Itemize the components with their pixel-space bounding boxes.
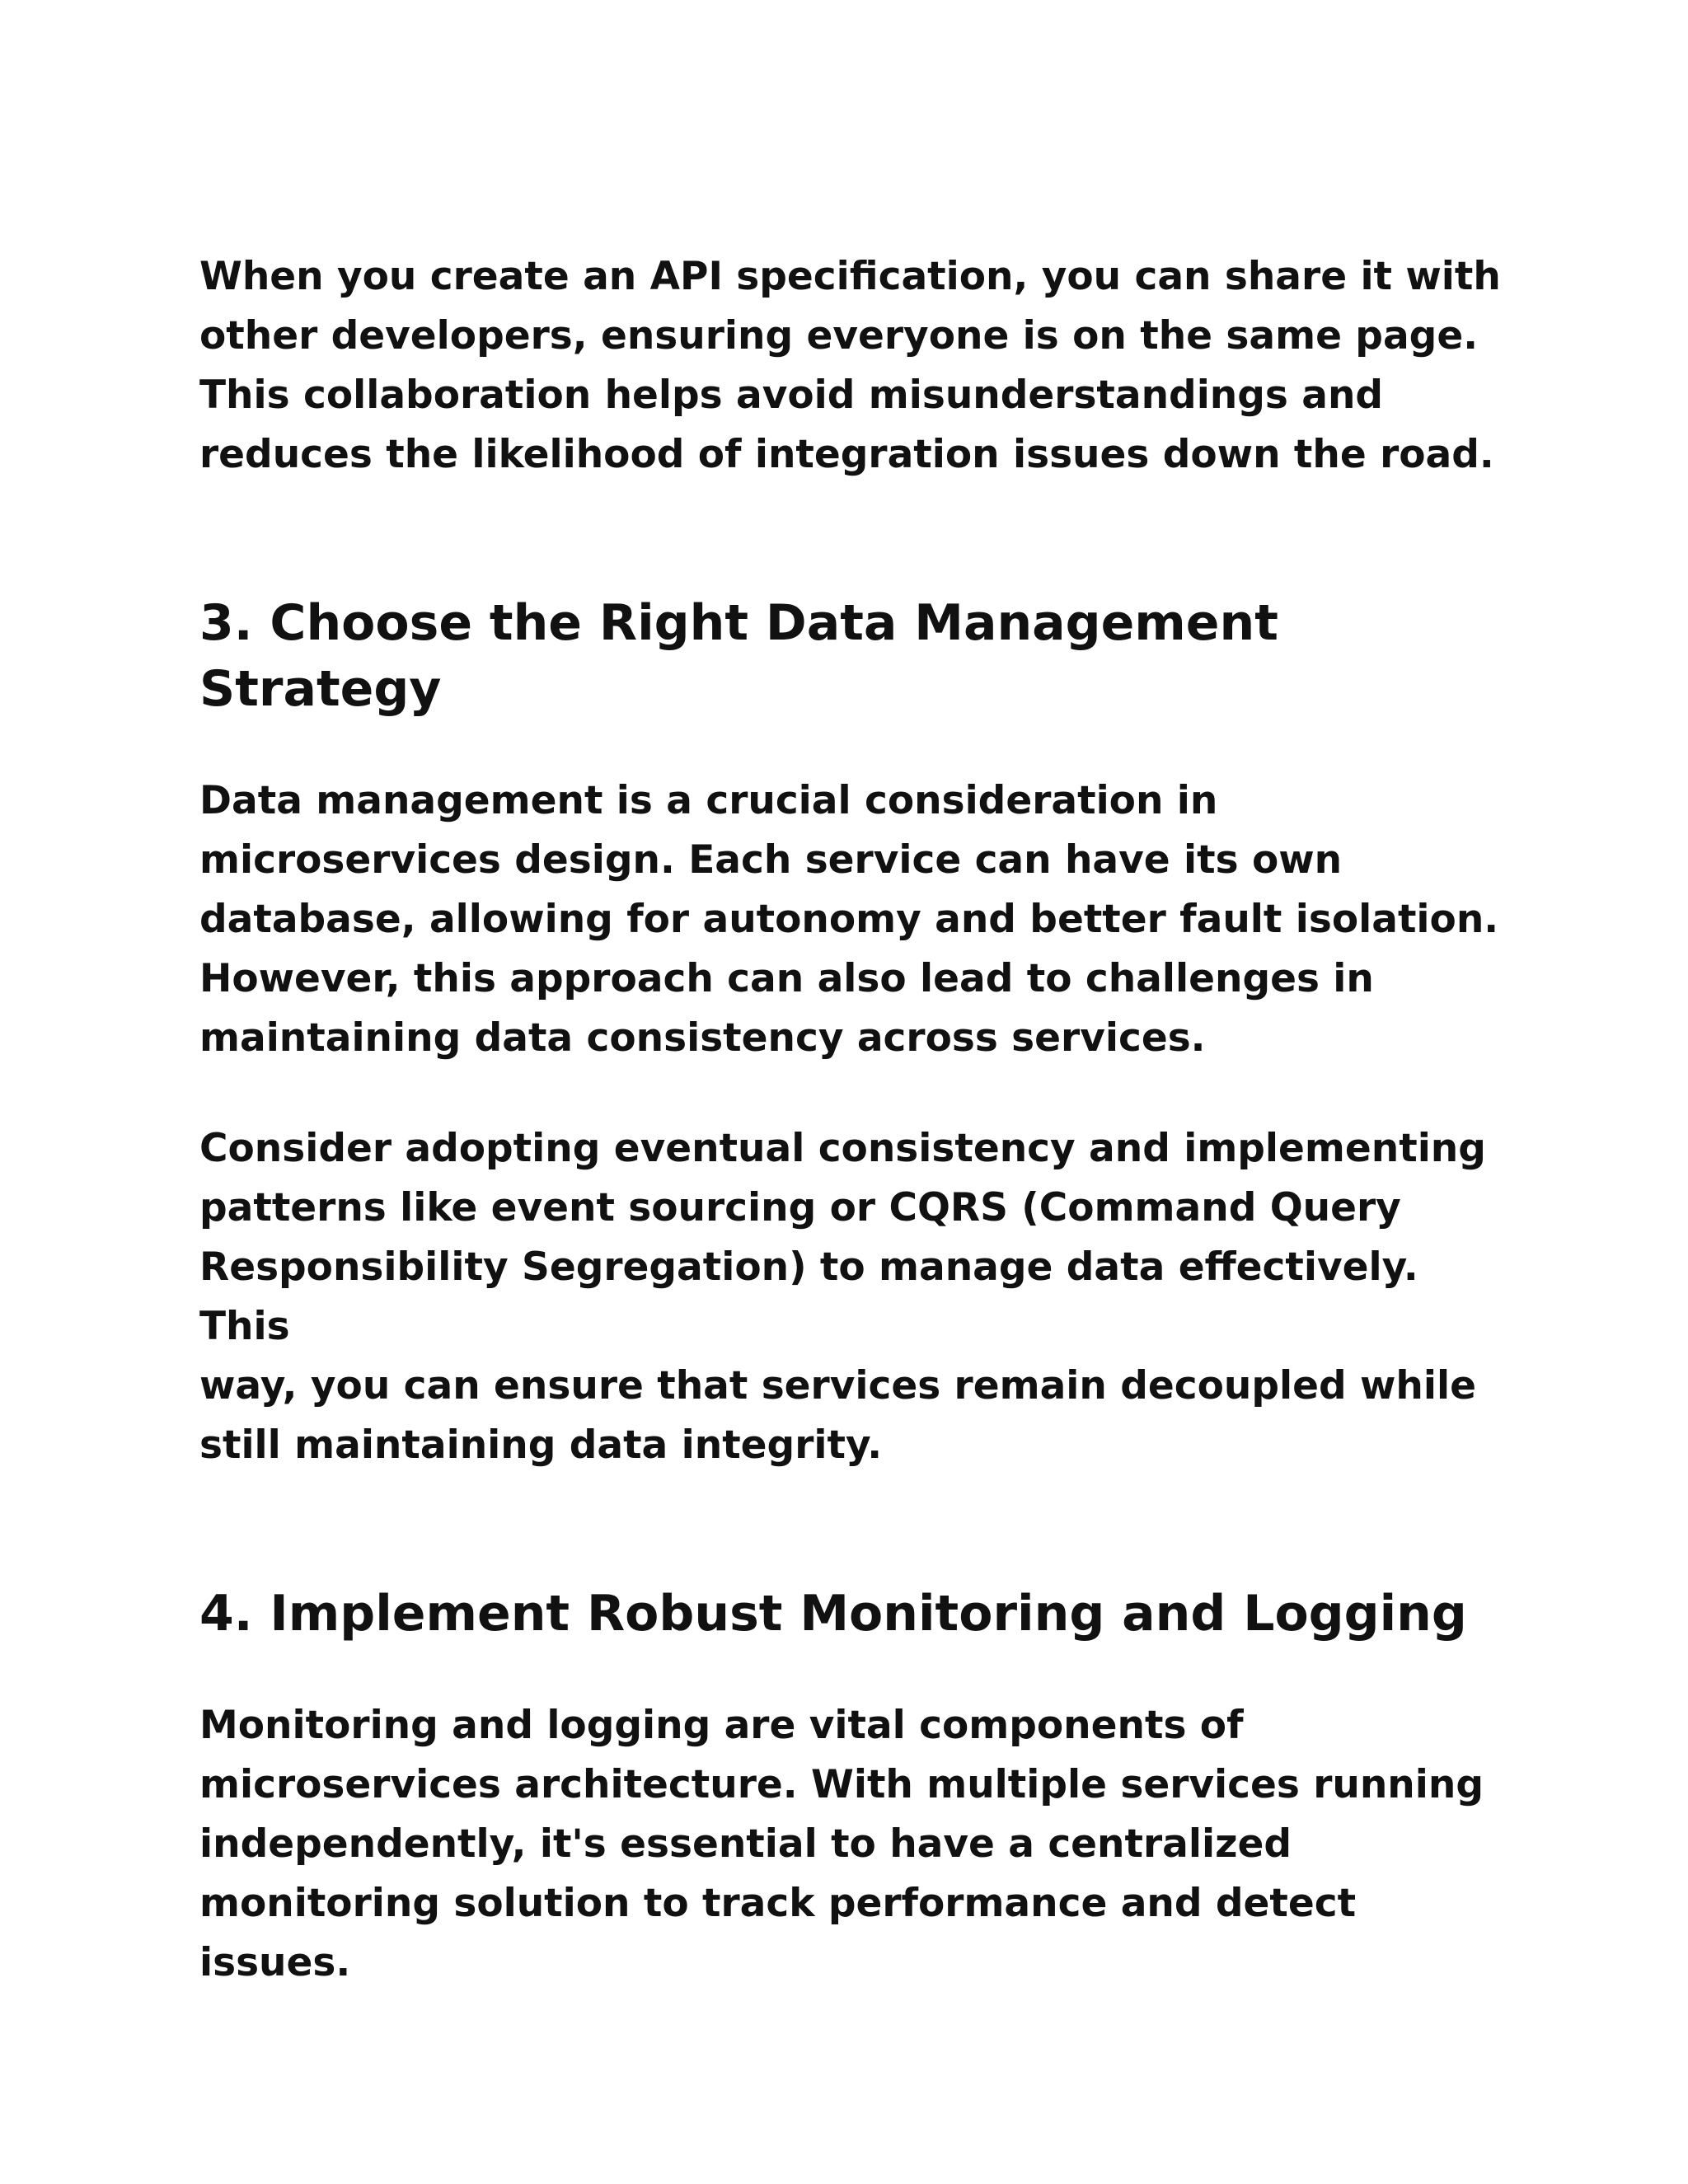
document-page — [199, 247, 1502, 1993]
section-4-paragraph-1: Monitoring and logging are vital components of microservices architecture. With multiple services running independently, it's essential to have a centralized monitoring solution to track performance and detect issues. — [199, 1703, 1484, 1985]
section-3-heading: 3. Choose the Right Data Management Strategy — [199, 594, 1278, 718]
intro-paragraph: When you create an API specification, you can share it with other developers, ensuring everyone is on the same page. This collaboration helps avoid misunderstandings and reduces the likelihood of integration issues down the road. — [199, 254, 1501, 477]
section-3-paragraph-2: Consider adopting eventual consistency and implementing patterns like event sourcing or CQRS (Command Query Responsibility Segregation) to manage data effectively. This way, you can ensure that services remain decoupled while still maintaining data integrity. — [199, 1126, 1486, 1468]
section-4-heading: 4. Implement Robust Monitoring and Logging — [199, 1585, 1467, 1643]
section-3-paragraph-1: Data management is a crucial consideration in microservices design. Each service can have its own database, allowing for autonomy and better fault isolation. However, this approach can also lead to challenges in maintaining data consistency across services. — [199, 778, 1499, 1061]
